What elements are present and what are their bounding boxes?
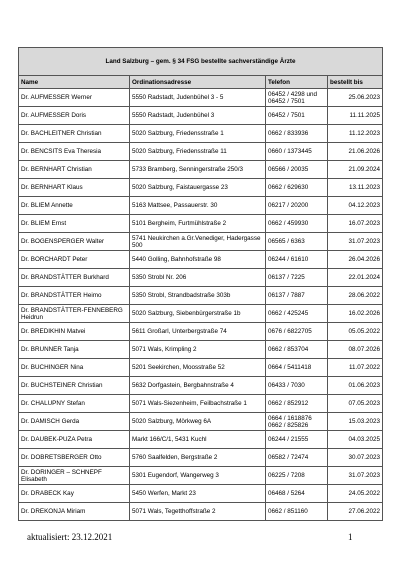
cell-phone: 06452 / 4298 und 06452 / 7501 (266, 89, 328, 107)
table-row (19, 107, 383, 125)
cell-name: Dr. DREKONJA Miriam (19, 503, 130, 521)
table-row (19, 323, 383, 341)
cell-phone: 0662 / 425245 (266, 305, 328, 323)
cell-until: 05.05.2022 (328, 323, 383, 341)
table-row (19, 359, 383, 377)
cell-name: Dr. BLIEM Ernst (19, 215, 130, 233)
table-row (19, 125, 383, 143)
document-title: Land Salzburg – gem. § 34 FSG bestellte sachverständige Ärzte (19, 48, 383, 76)
page-number: 1 (348, 532, 353, 542)
table-row (19, 179, 383, 197)
table-row (19, 413, 383, 431)
cell-name: Dr. AUFMESSER Doris (19, 107, 130, 125)
cell-phone: 0664 / 5411418 (266, 359, 328, 377)
cell-until: 01.06.2023 (328, 377, 383, 395)
cell-phone: 06244 / 61610 (266, 251, 328, 269)
cell-name: Dr. BRANDSTÄTTER Burkhard (19, 269, 130, 287)
cell-name: Dr. BLIEM Annette (19, 197, 130, 215)
cell-until: 13.11.2023 (328, 179, 383, 197)
cell-address: 5611 Großarl, Unterbergstraße 74 (130, 323, 266, 341)
table-row (19, 197, 383, 215)
table-row (19, 449, 383, 467)
cell-name: Dr. BRANDSTÄTTER Heimo (19, 287, 130, 305)
cell-name: Dr. BERNHART Klaus (19, 179, 130, 197)
table-row (19, 395, 383, 413)
cell-address: 5071 Wals, Krimpling 2 (130, 341, 266, 359)
cell-address: 5071 Wals-Siezenheim, Feilbachstraße 1 (130, 395, 266, 413)
column-header-address: Ordinationsadresse (130, 76, 266, 89)
cell-phone: 06137 / 7225 (266, 269, 328, 287)
cell-until: 27.06.2022 (328, 503, 383, 521)
cell-until: 11.12.2023 (328, 125, 383, 143)
cell-until: 28.06.2022 (328, 287, 383, 305)
cell-name: Dr. BORCHARDT Peter (19, 251, 130, 269)
cell-name: Dr. BUCHSTEINER Christian (19, 377, 130, 395)
cell-until: 08.07.2026 (328, 341, 383, 359)
cell-address: 5350 Strobl Nr. 206 (130, 269, 266, 287)
cell-address: 5071 Wals, Tegetthoffstraße 2 (130, 503, 266, 521)
cell-until: 15.03.2023 (328, 413, 383, 431)
cell-until: 30.07.2023 (328, 449, 383, 467)
cell-name: Dr. AUFMESSER Werner (19, 89, 130, 107)
updated-date: aktualisiert: 23.12.2021 (27, 532, 113, 542)
cell-phone: 06244 / 21555 (266, 431, 328, 449)
cell-phone: 06217 / 20200 (266, 197, 328, 215)
table-title-row (19, 48, 383, 76)
cell-until: 25.06.2023 (328, 89, 383, 107)
cell-name: Dr. BENCSITS Eva Theresia (19, 143, 130, 161)
cell-address: 5020 Salzburg, Friedensstraße 1 (130, 125, 266, 143)
table-row (19, 377, 383, 395)
cell-until: 11.07.2022 (328, 359, 383, 377)
cell-phone: 0660 / 1373445 (266, 143, 328, 161)
cell-address: 5101 Bergheim, Furtmühlstraße 2 (130, 215, 266, 233)
table-row (19, 467, 383, 485)
table-row (19, 269, 383, 287)
table-row (19, 161, 383, 179)
cell-address: 5450 Werfen, Markt 23 (130, 485, 266, 503)
cell-address: 5020 Salzburg, Siebenbürgerstraße 1b (130, 305, 266, 323)
cell-phone: 0662 / 851160 (266, 503, 328, 521)
cell-name: Dr. DORINGER – SCHNEPF Elisabeth (19, 467, 130, 485)
cell-name: Dr. BRUNNER Tanja (19, 341, 130, 359)
cell-phone: 06137 / 7887 (266, 287, 328, 305)
cell-phone: 0662 / 833936 (266, 125, 328, 143)
cell-phone: 06452 / 7501 (266, 107, 328, 125)
cell-name: Dr. BREDIKHIN Matvei (19, 323, 130, 341)
table-row (19, 503, 383, 521)
cell-address: 5020 Salzburg, Friedensstraße 11 (130, 143, 266, 161)
doctors-table (18, 47, 383, 521)
cell-phone: 06433 / 7030 (266, 377, 328, 395)
cell-name: Dr. DAUBEK-PUZA Petra (19, 431, 130, 449)
cell-phone: 0676 / 6822705 (266, 323, 328, 341)
cell-name: Dr. BACHLEITNER Christian (19, 125, 130, 143)
cell-until: 16.02.2026 (328, 305, 383, 323)
cell-phone: 06565 / 6363 (266, 233, 328, 251)
table-row (19, 215, 383, 233)
cell-address: Markt 166/C/1, 5431 Kuchl (130, 431, 266, 449)
table-row (19, 485, 383, 503)
table-row (19, 251, 383, 269)
cell-until: 16.07.2023 (328, 215, 383, 233)
cell-until: 24.05.2022 (328, 485, 383, 503)
cell-until: 21.09.2024 (328, 161, 383, 179)
cell-until: 21.06.2026 (328, 143, 383, 161)
cell-phone: 06468 / 5264 (266, 485, 328, 503)
table-row (19, 143, 383, 161)
cell-address: 5201 Seekirchen, Moosstraße 52 (130, 359, 266, 377)
cell-address: 5163 Mattsee, Passauerstr. 30 (130, 197, 266, 215)
cell-address: 5020 Salzburg, Faistauergasse 23 (130, 179, 266, 197)
cell-name: Dr. DOBRETSBERGER Otto (19, 449, 130, 467)
cell-phone: 06566 / 20035 (266, 161, 328, 179)
cell-until: 11.11.2025 (328, 107, 383, 125)
cell-until: 31.07.2023 (328, 467, 383, 485)
cell-until: 04.03.2025 (328, 431, 383, 449)
cell-name: Dr. DRABECK Kay (19, 485, 130, 503)
cell-address: 5550 Radstadt, Judenbühel 3 - 5 (130, 89, 266, 107)
column-header-until: bestellt bis (328, 76, 383, 89)
cell-phone: 0662 / 459930 (266, 215, 328, 233)
cell-until: 04.12.2023 (328, 197, 383, 215)
cell-address: 5440 Golling, Bahnhofstraße 98 (130, 251, 266, 269)
cell-phone: 0662 / 852912 (266, 395, 328, 413)
cell-until: 31.07.2023 (328, 233, 383, 251)
cell-name: Dr. BUCHINGER Nina (19, 359, 130, 377)
cell-name: Dr. BRANDSTÄTTER-FENNEBERG Heidrun (19, 305, 130, 323)
table-row (19, 305, 383, 323)
cell-name: Dr. DAMISCH Gerda (19, 413, 130, 431)
table-row (19, 341, 383, 359)
cell-address: 5301 Eugendorf, Wangerweg 3 (130, 467, 266, 485)
cell-address: 5760 Saalfelden, Bergstraße 2 (130, 449, 266, 467)
table-header-row (19, 76, 383, 89)
column-header-phone: Telefon (266, 76, 328, 89)
cell-phone: 06225 / 7208 (266, 467, 328, 485)
cell-name: Dr. BERNHART Christian (19, 161, 130, 179)
cell-phone: 06582 / 72474 (266, 449, 328, 467)
cell-address: 5020 Salzburg, Mörkweg 6A (130, 413, 266, 431)
table-row (19, 233, 383, 251)
cell-phone: 0664 / 1618876 0662 / 825826 (266, 413, 328, 431)
cell-address: 5733 Bramberg, Senningerstraße 250/3 (130, 161, 266, 179)
cell-until: 26.04.2026 (328, 251, 383, 269)
cell-name: Dr. CHALUPNY Stefan (19, 395, 130, 413)
table-row (19, 89, 383, 107)
table-row (19, 431, 383, 449)
cell-address: 5741 Neukirchen a.Gr.Venediger, Hadergasse 500 (130, 233, 266, 251)
cell-phone: 0662 / 629630 (266, 179, 328, 197)
cell-until: 07.05.2023 (328, 395, 383, 413)
cell-phone: 0662 / 853704 (266, 341, 328, 359)
cell-address: 5550 Radstadt, Judenbühel 3 (130, 107, 266, 125)
cell-address: 5632 Dorfgastein, Bergbahnstraße 4 (130, 377, 266, 395)
cell-until: 22.01.2024 (328, 269, 383, 287)
table-row (19, 287, 383, 305)
column-header-name: Name (19, 76, 130, 89)
cell-address: 5350 Strobl, Strandbadstraße 303b (130, 287, 266, 305)
cell-name: Dr. BOGENSPERGER Walter (19, 233, 130, 251)
